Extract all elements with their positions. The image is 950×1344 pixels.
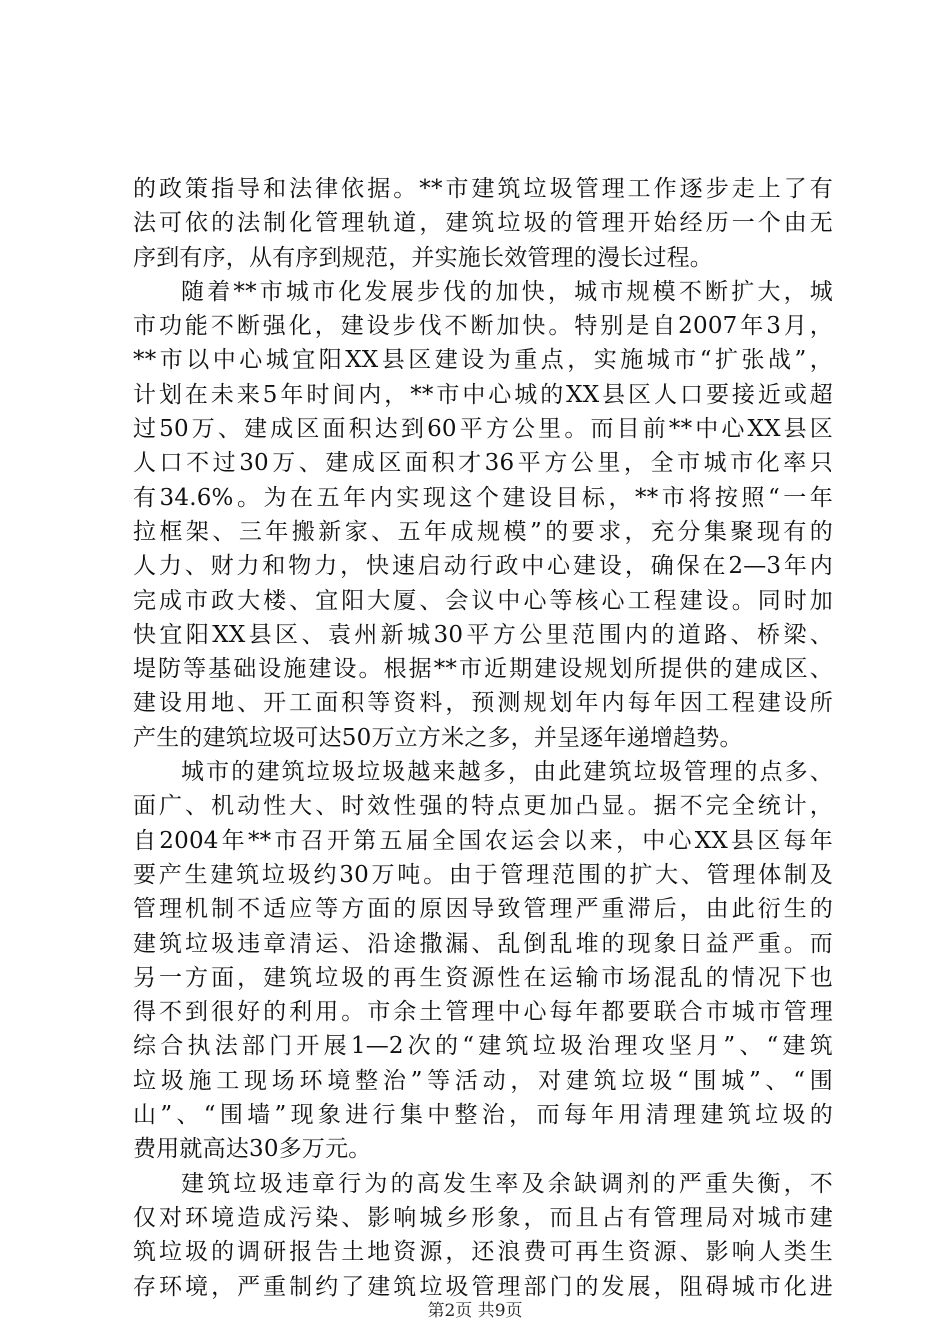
- text-line: 费用就高达30多万元。: [133, 1136, 372, 1163]
- text-line: 存环境，严重制约了建筑垃圾管理部门的发展，阻碍城市化进: [133, 1273, 833, 1300]
- text-line: 山”、“围墙”现象进行集中整治，而每年用清理建筑垃圾的: [133, 1102, 833, 1129]
- text-line: 有34.6%。为在五年内实现这个建设目标，**市将按照“一年: [133, 484, 833, 511]
- text-line: 建设用地、开工面积等资料，预测规划年内每年因工程建设所: [133, 690, 833, 717]
- text-line: 完成市政大楼、宜阳大厦、会议中心等核心工程建设。同时加: [133, 587, 833, 614]
- text-line: 综合执法部门开展1—2次的“建筑垃圾治理攻坚月”、“建筑: [133, 1033, 833, 1060]
- text-line: 要产生建筑垃圾约30万吨。由于管理范围的扩大、管理体制及: [133, 861, 833, 888]
- text-line: 的政策指导和法律依据。**市建筑垃圾管理工作逐步走上了有: [133, 176, 833, 202]
- text-line: 得不到很好的利用。市余土管理中心每年都要联合市城市管理: [133, 999, 833, 1026]
- document-body: [133, 172, 833, 1304]
- text-line: **市以中心城宜阳XX县区建设为重点，实施城市“扩张战”，: [133, 347, 833, 374]
- text-line: 随着**市城市化发展步伐的加快，城市规模不断扩大，城: [181, 278, 833, 305]
- text-line: 人力、财力和物力，快速启动行政中心建设，确保在2—3年内: [133, 553, 833, 580]
- page-footer: 第2页 共9页: [427, 1301, 523, 1321]
- text-line: 建筑垃圾违章行为的高发生率及余缺调剂的严重失衡，不: [181, 1170, 833, 1197]
- text-line: 面广、机动性大、时效性强的特点更加凸显。据不完全统计，: [133, 793, 833, 820]
- text-line: 快宜阳XX县区、袁州新城30平方公里范围内的道路、桥梁、: [133, 621, 833, 648]
- text-line: 筑垃圾的调研报告土地资源，还浪费可再生资源、影响人类生: [133, 1239, 833, 1266]
- text-line: 产生的建筑垃圾可达50万立方米之多，并呈逐年递增趋势。: [133, 724, 743, 751]
- paragraph: [133, 1167, 833, 1304]
- text-line: 序到有序，从有序到规范，并实施长效管理的漫长过程。: [133, 244, 713, 271]
- text-line: 市功能不断强化，建设步伐不断加快。特别是自2007年3月，: [133, 313, 833, 340]
- text-line: 人口不过30万、建成区面积才36平方公里，全市城市化率只: [133, 450, 833, 477]
- text-line: 自2004年**市召开第五届全国农运会以来，中心XX县区每年: [133, 827, 833, 854]
- text-line: 建筑垃圾违章清运、沿途撒漏、乱倒乱堆的现象日益严重。而: [133, 930, 833, 957]
- text-line: 堤防等基础设施建设。根据**市近期建设规划所提供的建成区、: [133, 656, 833, 683]
- text-line: 垃圾施工现场环境整治”等活动，对建筑垃圾“围城”、“围: [133, 1067, 833, 1094]
- text-line: 法可依的法制化管理轨道，建筑垃圾的管理开始经历一个由无: [133, 210, 833, 237]
- paragraph: [133, 275, 833, 755]
- text-line: 另一方面，建筑垃圾的再生资源性在运输市场混乱的情况下也: [133, 964, 833, 991]
- paragraph: [133, 172, 833, 275]
- text-line: 计划在未来5年时间内，**市中心城的XX县区人口要接近或超: [133, 381, 833, 408]
- text-line: 管理机制不适应等方面的原因导致管理严重滞后，由此衍生的: [133, 896, 833, 923]
- text-line: 城市的建筑垃圾垃圾越来越多，由此建筑垃圾管理的点多、: [181, 759, 833, 786]
- text-line: 仅对环境造成污染、影响城乡形象，而且占有管理局对城市建: [133, 1204, 833, 1231]
- text-line: 过50万、建成区面积达到60平方公里。而目前**中心XX县区: [133, 416, 833, 443]
- paragraph: [133, 755, 833, 1167]
- text-line: 拉框架、三年搬新家、五年成规模”的要求，充分集聚现有的: [133, 518, 833, 545]
